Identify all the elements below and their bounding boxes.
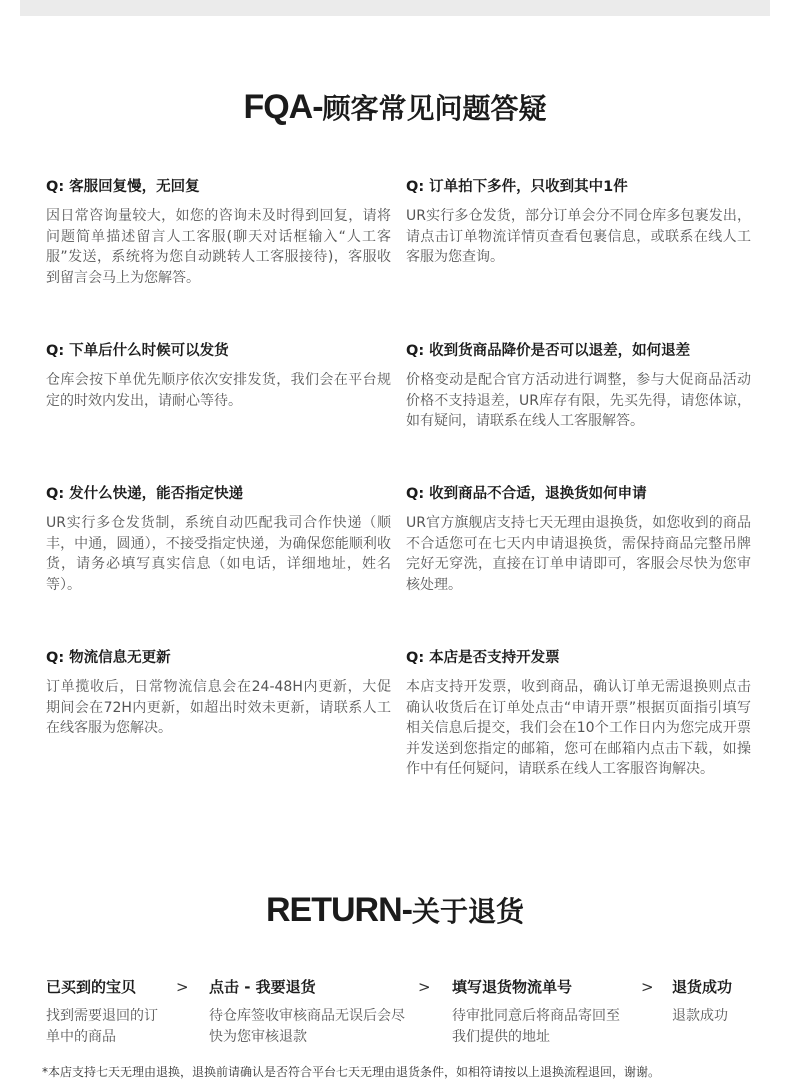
faq-question: Q: 客服回复慢，无回复 [46,179,200,195]
return-step-label: 退货成功 [672,978,733,996]
return-step-label: 已买到的宝贝 [46,978,137,996]
return-step-desc: 待审批同意后将商品寄回至我们提供的地址 [452,1008,620,1045]
faq-answer: 本店支持开发票，收到商品，确认订单无需退换则点击确认收货后在订单处点击“申请开票”根据页面指引填写相关信息后提交，我们会在10个工作日内为您完成开票并发送到您指定的邮箱，您可在邮箱内点击下载，如操作中有任何疑问，请联系在线人工客服咨询解决。 [406,679,751,777]
faq-answer: 订单揽收后，日常物流信息会在24-48H内更新，大促期间会在72H内更新，如超出时效未更新，请联系人工在线客服为您解决。 [46,679,391,736]
return-step-desc: 退款成功 [672,1008,728,1024]
return-title-en: RETURN- [266,891,412,929]
faq-question: Q: 物流信息无更新 [46,650,171,666]
step-arrow-icon: > [176,978,189,996]
top-divider-bar [20,0,770,16]
step-arrow-icon: > [418,978,431,996]
return-step-label: 点击 - 我要退货 [209,978,316,996]
faq-question: Q: 发什么快递，能否指定快递 [46,486,244,502]
faq-question: Q: 收到货商品降价是否可以退差，如何退差 [406,343,691,359]
faq-answer: UR官方旗舰店支持七天无理由退换货，如您收到的商品不合适您可在七天内申请退换货，需保持商品完整吊牌完好无穿洗，直接在订单申请即可，客服会尽快为您审核处理。 [406,515,751,593]
faq-question: Q: 下单后什么时候可以发货 [46,343,229,359]
faq-item [46,648,391,739]
faq-answer: 仓库会按下单优先顺序依次安排发货，我们会在平台规定的时效内发出，请耐心等待。 [46,372,391,409]
step-arrow-icon: > [641,978,654,996]
return-step-desc: 待仓库签收审核商品无误后会尽快为您审核退款 [209,1008,405,1045]
return-step-label: 填写退货物流单号 [452,978,573,996]
return-step-desc: 找到需要退回的订单中的商品 [46,1008,158,1045]
return-step [46,977,166,1047]
return-title-cn: 关于退货 [411,895,524,928]
faq-item [406,177,751,268]
return-policy-footnote: *本店支持七天无理由退换，退换前请确认是否符合平台七天无理由退货条件，如相符请按以上退换流程退回，谢谢。 [42,1065,661,1079]
faq-title-cn: 顾客常见问题答疑 [322,92,547,125]
faq-item [46,484,391,595]
faq-title-en: FQA- [243,88,323,126]
faq-question: Q: 本店是否支持开发票 [406,650,560,666]
faq-section-title [0,90,790,124]
faq-question: Q: 订单拍下多件，只收到其中1件 [406,179,628,195]
faq-item [406,648,751,780]
return-section-title [0,893,790,927]
faq-answer: UR实行多仓发货制，系统自动匹配我司合作快递（顺丰，中通，圆通），不接受指定快递，为确保您能顺利收货，请务必填写真实信息（如电话，详细地址，姓名等）。 [46,515,391,593]
faq-item [46,341,391,411]
return-step [672,977,772,1027]
faq-question: Q: 收到商品不合适，退换货如何申请 [406,486,647,502]
return-step [452,977,632,1047]
faq-item [46,177,391,288]
faq-item [406,484,751,595]
faq-answer: UR实行多仓发货，部分订单会分不同仓库多包裹发出，请点击订单物流详情页查看包裹信息，或联系在线人工客服为您查询。 [406,208,751,265]
faq-answer: 因日常咨询量较大，如您的咨询未及时得到回复，请将问题简单描述留言人工客服(聊天对话框输入“人工客服”发送，系统将为您自动跳转人工客服接待)，客服收到留言会马上为您解答。 [46,208,391,286]
return-step [209,977,409,1047]
faq-answer: 价格变动是配合官方活动进行调整，参与大促商品活动价格不支持退差，UR库存有限，先买先得，请您体谅，如有疑问，请联系在线人工客服解答。 [406,372,751,429]
faq-item [406,341,751,432]
